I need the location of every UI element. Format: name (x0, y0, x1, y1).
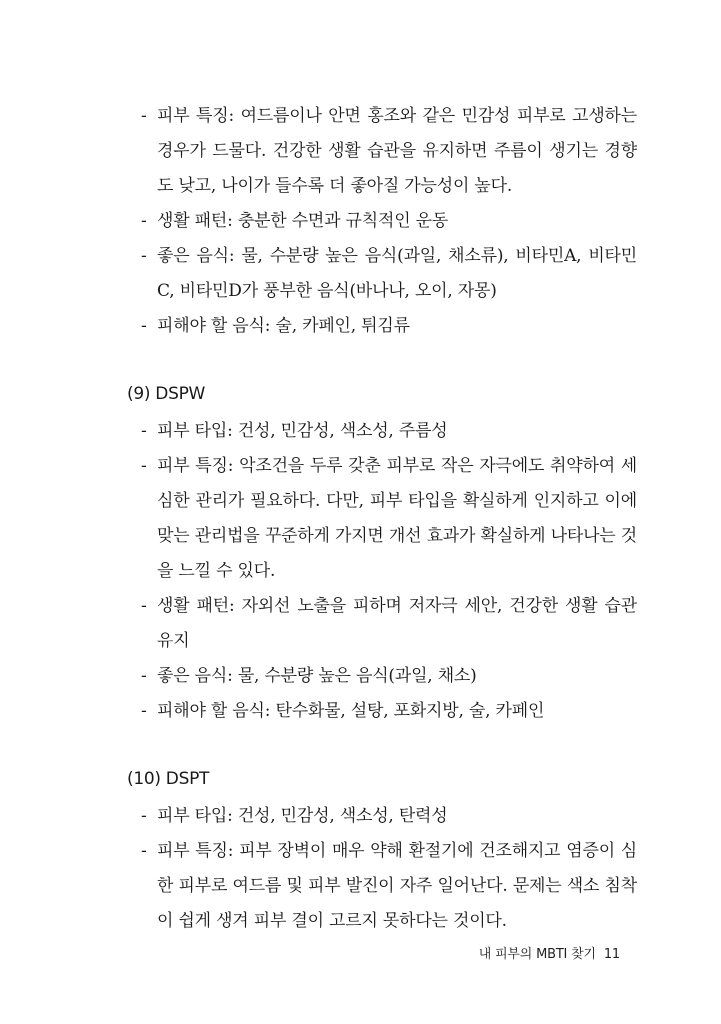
list-item (141, 799, 637, 834)
page-number: 11 (603, 947, 620, 962)
list-item-text: 피부 타입: 건성, 민감성, 색소성, 주름성 (157, 421, 448, 441)
bullet-dash: - (141, 456, 147, 476)
list-item (141, 449, 637, 589)
list-item-text: 피부 특징: 여드름이나 안면 홍조와 같은 민감성 피부로 고생하는 경우가 드물다. 건강한 생활 습관을 유지하면 주름이 생기는 경향도 낮고, 나이가 들수록 더 좋아질 가능성이 높다. (157, 106, 637, 196)
list-item (141, 204, 637, 239)
list-item-text: 생활 패턴: 자외선 노출을 피하며 저자극 세안, 건강한 생활 습관 유지 (157, 596, 637, 651)
section-heading-dspw: (9) DSPW (127, 384, 206, 404)
list-item-text: 피부 특징: 피부 장벽이 매우 약해 환절기에 건조해지고 염증이 심한 피부로 여드름 및 피부 발진이 자주 일어난다. 문제는 색소 침착이 쉽게 생겨 피부 결이 고르지 못하다는 것이다. (157, 841, 637, 931)
list-item (141, 659, 637, 694)
page-footer (479, 945, 620, 965)
list-item (141, 239, 637, 309)
bullet-dash: - (141, 316, 147, 336)
list-item-text: 피부 특징: 악조건을 두루 갖춘 피부로 작은 자극에도 취약하여 세심한 관리가 필요하다. 다만, 피부 타입을 확실하게 인지하고 이에 맞는 관리법을 꾸준하게 가지면 개선 효과가 확실하게 나타나는 것을 느낄 수 있다. (157, 456, 637, 581)
list-item-text: 피해야 할 음식: 술, 카페인, 튀김류 (157, 316, 410, 336)
bullet-dash: - (141, 106, 147, 126)
list-item-text: 생활 패턴: 충분한 수면과 규칙적인 운동 (157, 211, 449, 231)
list-item-text: 좋은 음식: 물, 수분량 높은 음식(과일, 채소) (157, 666, 477, 686)
list-item-text: 피부 타입: 건성, 민감성, 색소성, 탄력성 (157, 806, 448, 826)
list-item (141, 99, 637, 204)
list-item (141, 694, 637, 729)
running-title: 내 피부의 MBTI 찾기 (478, 947, 596, 962)
bullet-dash: - (141, 421, 147, 441)
bullet-dash: - (141, 596, 147, 616)
section-heading-dspt: (10) DSPT (127, 769, 210, 789)
list-item (141, 414, 637, 449)
bullet-dash: - (141, 211, 147, 231)
list-item (141, 834, 637, 939)
list-item (141, 589, 637, 659)
bullet-dash: - (141, 701, 147, 721)
list-item (141, 309, 637, 344)
bullet-dash: - (141, 666, 147, 686)
list-item-text: 좋은 음식: 물, 수분량 높은 음식(과일, 채소류), 비타민A, 비타민C, 비타민D가 풍부한 음식(바나나, 오이, 자몽) (157, 246, 637, 301)
bullet-dash: - (141, 806, 147, 826)
list-item-text: 피해야 할 음식: 탄수화물, 설탕, 포화지방, 술, 카페인 (157, 701, 545, 721)
bullet-dash: - (141, 841, 147, 861)
bullet-dash: - (141, 246, 147, 266)
